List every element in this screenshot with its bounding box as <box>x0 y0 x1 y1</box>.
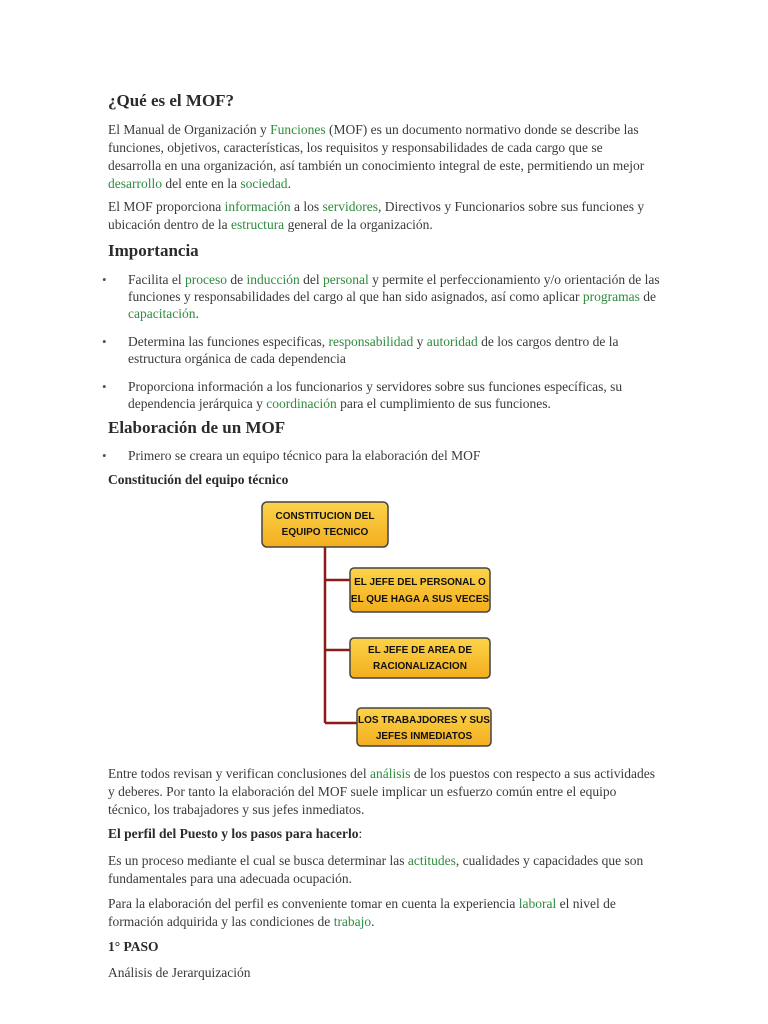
text-analisis-jerarquizacion: Análisis de Jerarquización <box>108 965 251 980</box>
org-child-1-line-2: EL QUE HAGA A SUS VECES <box>350 594 490 605</box>
paragraph-proporciona: El MOF proporciona información a los servidores, Directivos y Funcionarios sobre sus funciones y ubicación dentro de la estructura general de la organización. <box>108 199 645 232</box>
org-box-root <box>262 502 388 547</box>
link-actitudes[interactable]: actitudes <box>407 853 456 868</box>
subheading-constitucion: Constitución del equipo técnico <box>108 472 289 487</box>
link-analisis[interactable]: análisis <box>370 766 411 781</box>
link-sociedad[interactable]: sociedad <box>240 176 288 191</box>
org-child-2-line-1: EL JEFE DE AREA DE <box>367 645 473 656</box>
heading-perfil-puesto <box>108 826 362 842</box>
link-induccion[interactable]: inducción <box>246 272 300 287</box>
link-servidores[interactable]: servidores <box>322 199 378 214</box>
link-proceso[interactable]: proceso <box>184 272 227 287</box>
link-autoridad[interactable]: autoridad <box>426 334 478 349</box>
paragraph-definicion: El Manual de Organización y Funciones (MOF) es un documento normativo donde se describe las funciones, objetivos, características, los requisitos y responsabilidades de cada cargo que se desarrolla en una organización, así también un conocimiento integral de este, permitiendo un mejor desarrollo del ente en la sociedad. <box>108 122 645 191</box>
list-item: • Primero se creara un equipo técnico para la elaboración del MOF <box>108 447 663 464</box>
link-informacion[interactable]: información <box>224 199 291 214</box>
list-item: • Facilita el proceso de inducción del personal y permite el perfeccionamiento y/o orientación de las funciones y responsabilidades del cargo al que han sido asignados, así como aplicar programas de capacitación. <box>108 271 663 322</box>
org-child-2-line-2: RACIONALIZACION <box>373 661 467 672</box>
org-box-jefe-personal <box>350 568 490 612</box>
org-box-trabajadores <box>357 708 491 746</box>
link-laboral[interactable]: laboral <box>518 896 557 911</box>
link-desarrollo[interactable]: desarrollo <box>108 176 162 191</box>
heading-elaboracion: Elaboración de un MOF <box>108 418 286 437</box>
heading-importancia: Importancia <box>108 241 199 260</box>
heading-perfil-suffix: : <box>358 826 363 841</box>
importancia-list <box>108 271 663 423</box>
heading-que-es-mof: ¿Qué es el MOF? <box>108 91 235 110</box>
list-item: • Proporciona información a los funcionarios y servidores sobre sus funciones específicas, su dependencia jerárquica y coordinación para el cumplimiento de sus funciones. <box>108 378 663 412</box>
org-child-3-line-1: LOS TRABAJDORES Y SUS <box>358 715 490 726</box>
link-capacitacion[interactable]: capacitación <box>128 306 196 321</box>
link-funciones[interactable]: Funciones <box>270 122 326 137</box>
org-child-3-line-2: JEFES INMEDIATOS <box>375 731 473 742</box>
org-chart-equipo-tecnico <box>255 495 505 755</box>
link-coordinacion[interactable]: coordinación <box>266 396 337 411</box>
heading-paso-1: 1° PASO <box>108 939 159 954</box>
list-item: • Determina las funciones especificas, responsabilidad y autoridad de los cargos dentro de la estructura orgánica de cada dependencia <box>108 333 663 367</box>
paragraph-elaboracion-perfil: Para la elaboración del perfil es conveniente tomar en cuenta la experiencia laboral el nivel de formación adquirida y las condiciones de trabajo. <box>108 896 616 929</box>
paragraph-proceso: Es un proceso mediante el cual se busca determinar las actitudes, cualidades y capacidades que son fundamentales para una adecuada ocupación. <box>108 853 644 886</box>
paragraph-revisan: Entre todos revisan y verifican conclusiones del análisis de los puestos con respecto a sus actividades y deberes. Por tanto la elaboración del MOF suele implicar un esfuerzo común entre el equipo técnico, los trabajadores y sus jefes inmediatos. <box>108 766 655 817</box>
link-estructura[interactable]: estructura <box>230 217 285 232</box>
link-responsabilidad[interactable]: responsabilidad <box>328 334 414 349</box>
elaboracion-list <box>108 447 663 475</box>
link-personal[interactable]: personal <box>322 272 369 287</box>
link-programas[interactable]: programas <box>582 289 640 304</box>
org-root-line-1: CONSTITUCION DEL <box>275 511 375 522</box>
org-box-jefe-area <box>350 638 490 678</box>
link-trabajo[interactable]: trabajo <box>333 914 372 929</box>
org-child-1-line-1: EL JEFE DEL PERSONAL O <box>354 577 486 588</box>
heading-perfil-text: El perfil del Puesto y los pasos para hacerlo <box>108 826 359 841</box>
org-root-line-2: EQUIPO TECNICO <box>281 527 369 538</box>
